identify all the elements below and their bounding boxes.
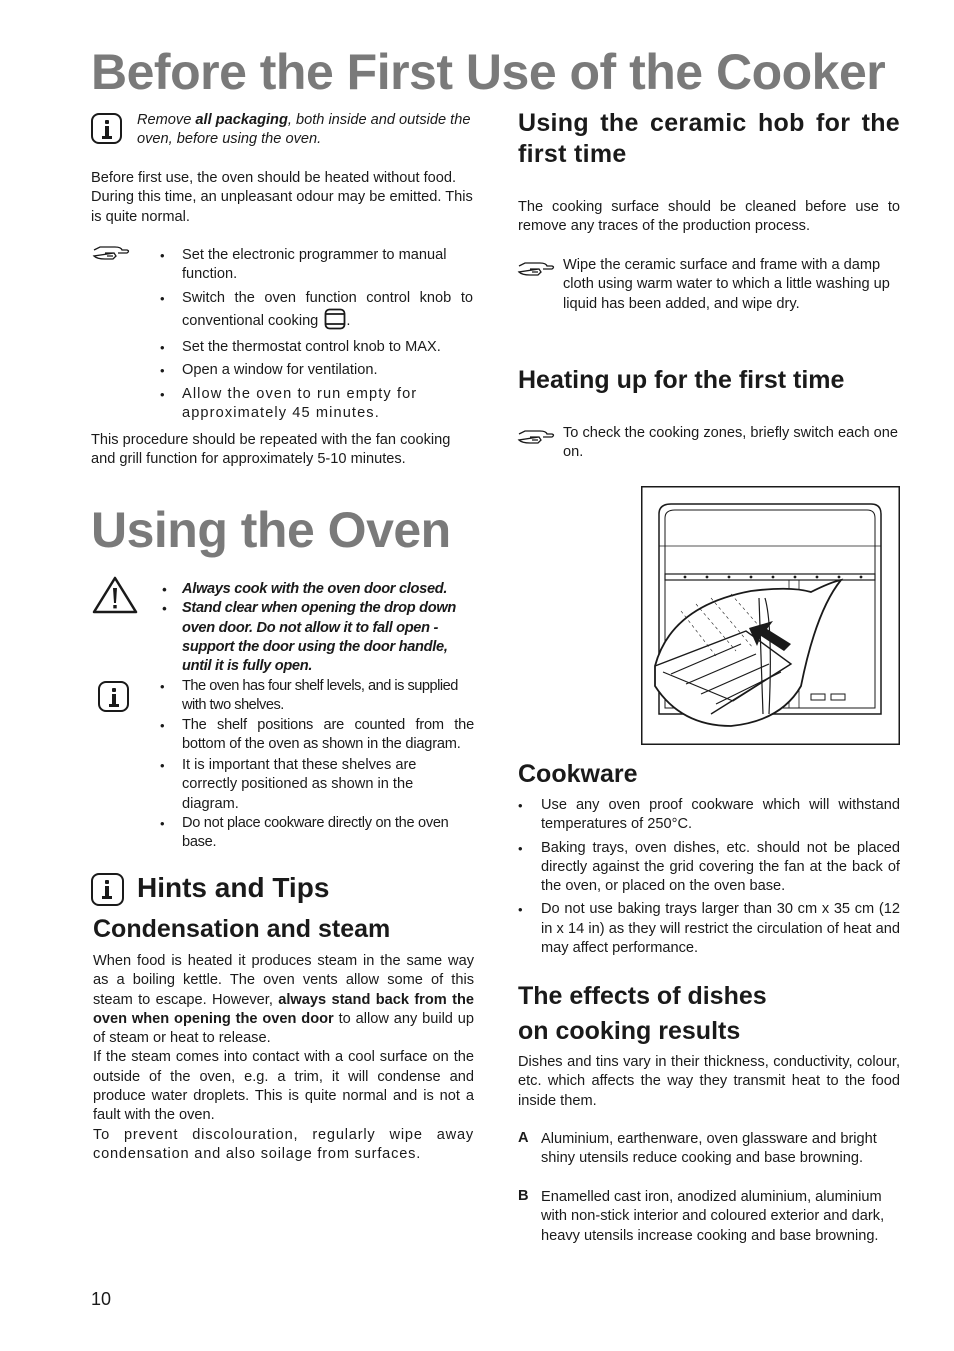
list-item: • Do not place cookware directly on the oven base. [160,815,449,851]
list-item: • Always cook with the oven door closed. [162,581,448,597]
item-b-text: Enamelled cast iron, anodized aluminium, aluminium with non-stick interior and coloured exterior and dark, heavy utensils increase cooking and base browning. [541,1189,885,1244]
list-item: • Do not use baking trays larger than 30 cm x 35 cm (12 in x 14 in) as they will restrict the circulation of heat and may affect performance. [518,901,900,957]
condensation-title: Condensation and steam [93,915,391,943]
item-a-label: A [518,1130,529,1146]
hob-text: The cooking surface should be cleaned before use to remove any traces of the production process. [518,199,900,235]
repeat-note: This procedure should be repeated with the fan cooking and grill function for approximately 5-10 minutes. [91,432,451,468]
conventional-cooking-icon [324,308,346,330]
warning-icon [91,575,139,615]
heating-intro: Before first use, the oven should be heated without food. During this time, an unpleasant odour may be emitted. This is quite normal. [91,170,473,225]
effects-text: Dishes and tins vary in their thickness, conductivity, colour, etc. which affects the way they transmit heat to the food inside them. [518,1054,900,1109]
pointing-hand-icon [91,244,131,266]
condensation-text: When food is heated it produces steam in the same way as a boiling kettle. The oven vents allow some of this steam to escape. However, always stand back from the oven when opening the oven door to allow any build up of steam or heat to release. If the steam comes into contact with a cool surface on the outside of the oven, e.g. a trim, it will condense and produce water droplets. This is quite normal and is not a fault with the oven. To prevent discolouration, regularly wipe away condensation and also soilage from surfaces. [93,953,475,1162]
info-icon [91,873,124,906]
list-item: • Stand clear when opening the drop down oven door. Do not allow it to fall open - support the door using the door handle, until it is fully open. [162,600,456,675]
packaging-note: Remove all packaging, both inside and outside the oven, before using the oven. [137,112,471,148]
list-item: • The oven has four shelf levels, and is supplied with two shelves. [160,678,458,714]
list-item: • The shelf positions are counted from the bottom of the oven as shown in the diagram. [160,716,474,752]
oven-shelf-diagram [641,486,900,745]
cookware-title: Cookware [518,760,638,788]
item-a-text: Aluminium, earthenware, oven glassware and bright shiny utensils reduce cooking and base browning. [541,1131,877,1167]
warning-list [162,580,474,676]
hints-title: Hints and Tips [137,872,330,903]
list-item: • It is important that these shelves are correctly positioned as shown in the diagram. [160,757,417,812]
heating-title: Heating up for the first time [518,366,845,394]
info-icon [98,681,129,712]
pointing-hand-icon [516,260,556,282]
list-item: • Set the electronic programmer to manual function. [160,247,447,283]
effects-title-line1: The effects of dishes [518,982,767,1010]
oven-info-list [160,677,474,853]
heating-tip: To check the cooking zones, briefly switch each one on. [563,425,899,461]
pointing-hand-icon [516,428,556,450]
page-title-first-use: Before the First Use of the Cooker [91,44,886,100]
item-b-label: B [518,1188,529,1204]
hob-tip: Wipe the ceramic surface and frame with a damp cloth using warm water to which a little washing up liquid has been added, and wipe dry. [563,257,890,312]
first-use-steps [160,246,473,423]
cookware-list [518,796,900,958]
effects-title-line2: on cooking results [518,1017,741,1045]
list-item: • Set the thermostat control knob to MAX. [160,339,441,356]
list-item: • Allow the oven to run empty for approximately 45 minutes. [160,385,418,422]
info-icon [91,113,122,144]
page-number: 10 [91,1289,112,1309]
page-title-using-oven: Using the Oven [91,502,451,558]
list-item: • Open a window for ventilation. [160,362,378,379]
list-item: • Baking trays, oven dishes, etc. should not be placed directly against the grid covering the fan at the back of the oven, or placed on the oven base. [518,839,900,895]
list-item: • Use any oven proof cookware which will withstand temperatures of 250°C. [518,797,900,833]
list-item: • Switch the oven function control knob to conventional cooking . [160,289,473,329]
hob-title: Using the ceramic hob for the first time [518,109,900,168]
